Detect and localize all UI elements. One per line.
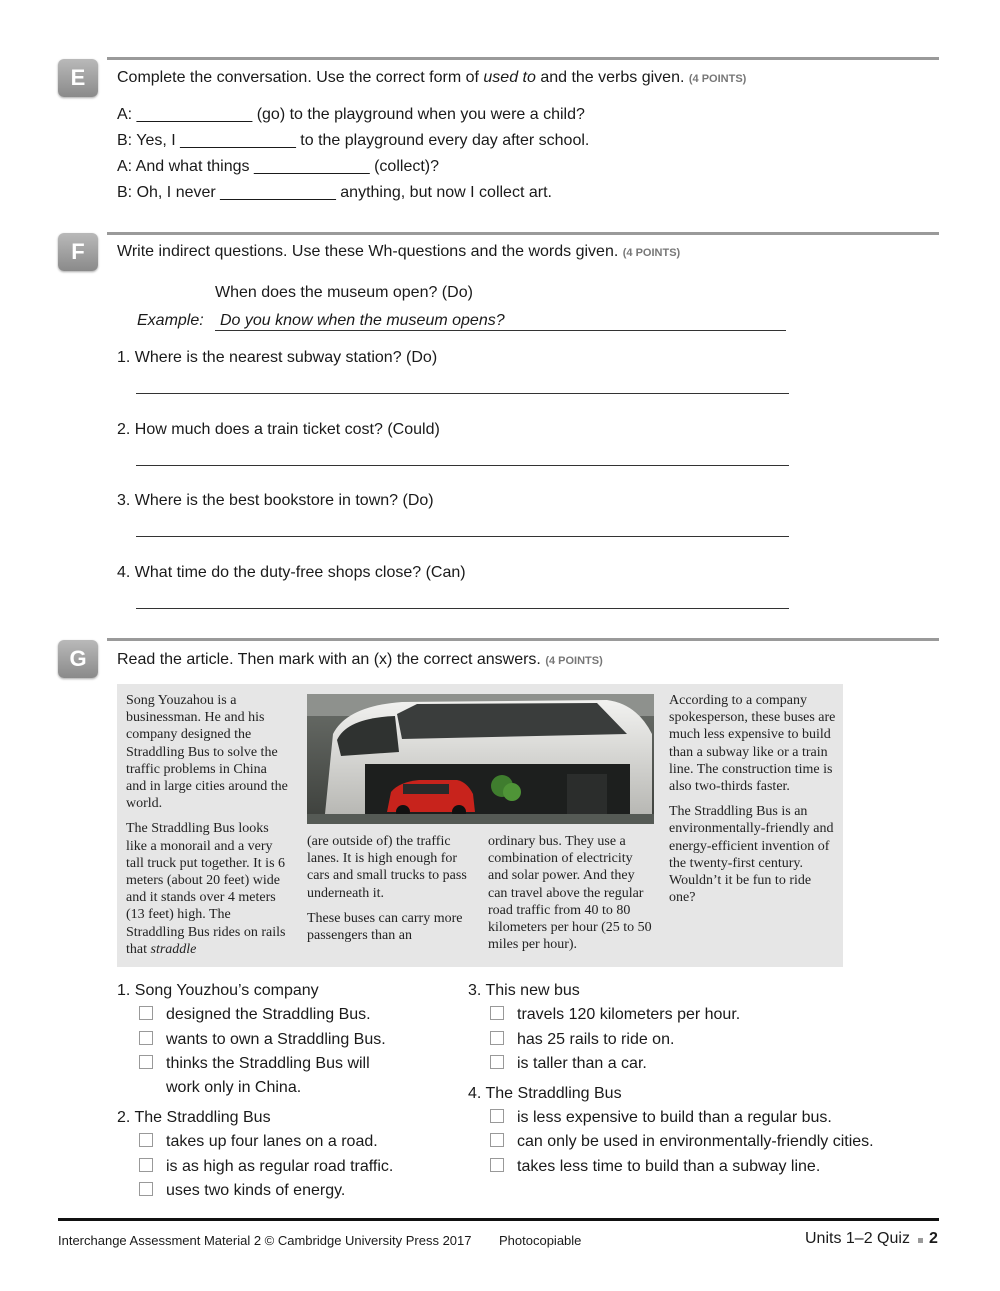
section-g-points: (4 POINTS) bbox=[545, 655, 603, 667]
article-column-2 bbox=[307, 833, 473, 952]
section-f-divider bbox=[107, 232, 939, 235]
mc-question-3: 3. This new bus bbox=[468, 982, 580, 999]
q2-option-c-checkbox[interactable] bbox=[139, 1182, 153, 1196]
section-f-points: (4 POINTS) bbox=[622, 247, 681, 259]
q4-option-c: takes less time to build than a subway line. bbox=[517, 1158, 821, 1175]
conversation-line-3[interactable]: A: And what things _____________ (collect)? bbox=[117, 158, 440, 175]
q4-option-b-checkbox[interactable] bbox=[490, 1133, 504, 1147]
page-number: 2 bbox=[929, 1230, 938, 1247]
conversation-line-4[interactable]: B: Oh, I never _____________ anything, but now I collect art. bbox=[117, 184, 552, 201]
q2-option-b-checkbox[interactable] bbox=[139, 1158, 153, 1172]
q2-option-a: takes up four lanes on a road. bbox=[166, 1133, 378, 1150]
article-column-4 bbox=[669, 692, 839, 914]
question-3: 3. Where is the best bookstore in town? (Do) bbox=[117, 492, 434, 509]
example-label: Example: bbox=[137, 312, 204, 329]
q1-option-c-continued: work only in China. bbox=[166, 1079, 302, 1096]
question-4: 4. What time do the duty-free shops close? (Can) bbox=[117, 564, 466, 581]
footer-units: Units 1–2 Quiz bbox=[805, 1230, 910, 1247]
article-col2-para2: These buses can carry more passengers than an bbox=[307, 910, 463, 944]
q1-option-b: wants to own a Straddling Bus. bbox=[166, 1031, 386, 1048]
article-column-3 bbox=[488, 833, 656, 961]
q4-option-b: can only be used in environmentally-friendly cities. bbox=[517, 1133, 874, 1150]
q3-option-a-checkbox[interactable] bbox=[490, 1006, 504, 1020]
q4-option-a: is less expensive to build than a regular bus. bbox=[517, 1109, 832, 1126]
section-e-points: (4 POINTS) bbox=[688, 73, 747, 85]
conversation-line-2[interactable]: B: Yes, I _____________ to the playground every day after school. bbox=[117, 132, 590, 149]
q3-option-b-checkbox[interactable] bbox=[490, 1031, 504, 1045]
footer-rule bbox=[58, 1218, 939, 1221]
answer-line-1[interactable] bbox=[136, 392, 789, 394]
example-question: When does the museum open? (Do) bbox=[215, 284, 473, 301]
example-answer: Do you know when the museum opens? bbox=[220, 312, 505, 329]
q1-option-a: designed the Straddling Bus. bbox=[166, 1006, 371, 1023]
section-g-divider bbox=[107, 638, 939, 641]
q2-option-c: uses two kinds of energy. bbox=[166, 1182, 346, 1199]
q3-option-b: has 25 rails to ride on. bbox=[517, 1031, 675, 1048]
question-1: 1. Where is the nearest subway station? (Do) bbox=[117, 349, 438, 366]
article-column-1 bbox=[126, 692, 288, 966]
article-col1-para1: Song Youzahou is a businessman. He and his company designed the Straddling Bus to solve the traffic problems in China and in large cities around the world. bbox=[126, 693, 288, 812]
q3-option-c-checkbox[interactable] bbox=[490, 1055, 504, 1069]
q2-option-a-checkbox[interactable] bbox=[139, 1133, 153, 1147]
answer-line-4[interactable] bbox=[136, 607, 789, 609]
article-col4-para2: The Straddling Bus is an environmentally-friendly and energy-efficient invention of the twenty-first century. Wouldn’t it be fun to ride one? bbox=[669, 804, 834, 906]
footer-copyright: Interchange Assessment Material 2 © Cambridge University Press 2017 bbox=[58, 1233, 472, 1248]
q3-option-a: travels 120 kilometers per hour. bbox=[517, 1006, 741, 1023]
section-f-instruction: Write indirect questions. Use these Wh-questions and the words given. (4 POINTS) bbox=[117, 243, 681, 260]
q4-option-c-checkbox[interactable] bbox=[490, 1158, 504, 1172]
q4-option-a-checkbox[interactable] bbox=[490, 1109, 504, 1123]
q1-option-b-checkbox[interactable] bbox=[139, 1031, 153, 1045]
answer-line-2[interactable] bbox=[136, 464, 789, 466]
answer-line-3[interactable] bbox=[136, 535, 789, 537]
conversation-line-1[interactable]: A: _____________ (go) to the playground when you were a child? bbox=[117, 106, 585, 123]
section-f-badge: F bbox=[58, 233, 98, 271]
q2-option-b: is as high as regular road traffic. bbox=[166, 1158, 394, 1175]
article-col2-para1: (are outside of) the traffic lanes. It is high enough for cars and small trucks to pass underneath it. bbox=[307, 834, 467, 901]
article-col1-para2: The Straddling Bus looks like a monorail and a very tall truck put together. It is 6 meters (about 20 feet) wide and it stands over 4 meters (13 feet) high. The Straddling Bus rides on rails that straddle bbox=[126, 821, 286, 957]
mc-question-1: 1. Song Youzhou’s company bbox=[117, 982, 319, 999]
article-col4-para1: According to a company spokesperson, these buses are much less expensive to build than a subway like or a train line. The construction time is also two-thirds faster. bbox=[669, 693, 836, 795]
article-col3-para1: ordinary bus. They use a combination of electricity and solar power. And they can travel above the regular road traffic from 40 to 80 kilometers per hour (25 to 50 miles per hour). bbox=[488, 834, 652, 953]
q1-option-c: thinks the Straddling Bus will bbox=[166, 1055, 370, 1072]
section-e-divider bbox=[107, 57, 939, 60]
question-2: 2. How much does a train ticket cost? (Could) bbox=[117, 421, 440, 438]
footer-photocopiable: Photocopiable bbox=[499, 1233, 582, 1248]
mc-question-2: 2. The Straddling Bus bbox=[117, 1109, 271, 1126]
mc-question-4: 4. The Straddling Bus bbox=[468, 1085, 622, 1102]
section-e-instruction: Complete the conversation. Use the correct form of used to and the verbs given. (4 POINTS) bbox=[117, 69, 747, 86]
q3-option-c: is taller than a car. bbox=[517, 1055, 647, 1072]
footer-separator-dot bbox=[918, 1238, 923, 1243]
q1-option-c-checkbox[interactable] bbox=[139, 1055, 153, 1069]
section-e-badge: E bbox=[58, 59, 98, 97]
section-g-instruction: Read the article. Then mark with an (x) the correct answers. (4 POINTS) bbox=[117, 651, 603, 668]
section-g-badge: G bbox=[58, 640, 98, 678]
straddling-bus-photo bbox=[307, 694, 654, 824]
q1-option-a-checkbox[interactable] bbox=[139, 1006, 153, 1020]
